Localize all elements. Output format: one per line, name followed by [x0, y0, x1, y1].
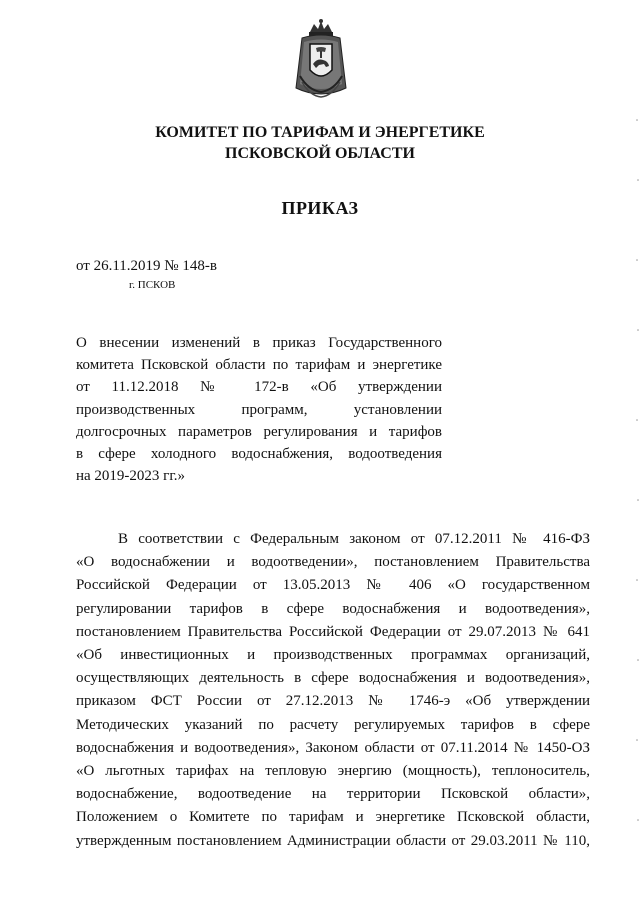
org-line-2: ПСКОВСКОЙ ОБЛАСТИ — [225, 145, 415, 162]
subject-line: на 2019-2023 гг.» — [76, 468, 186, 485]
org-line-1: КОМИТЕТ ПО ТАРИФАМ И ЭНЕРГЕТИКЕ — [155, 124, 485, 141]
body-line: постановлением Правительства Российской Федерации от 29.07.2013 № 641 — [76, 623, 590, 640]
document-body — [76, 528, 590, 853]
document-city: г. ПСКОВ — [129, 279, 176, 291]
body-line: «О льготных тарифах на тепловую энергию (мощность), теплоноситель, — [76, 763, 590, 780]
body-line: водоснабжение, водоотведение на территории Псковской области», — [76, 786, 590, 803]
document-date-number: от 26.11.2019 № 148-в — [76, 258, 217, 274]
body-line: утвержденным постановлением Администрации области от 29.03.2011 № 110, — [76, 832, 590, 849]
document-type: ПРИКАЗ — [281, 198, 359, 218]
body-line: регулировании тарифов в сфере водоснабжения и водоотведения», — [76, 600, 590, 617]
body-line: «Об инвестиционных и производственных программах организаций, — [76, 647, 590, 664]
body-line: приказом ФСТ России от 27.12.2013 № 1746-э «Об утверждении — [76, 693, 590, 710]
scan-edge-marks — [632, 0, 640, 905]
subject-line: комитета Псковской области по тарифам и энергетике — [76, 357, 442, 374]
body-line: Положением о Комитете по тарифам и энергетике Псковской области, — [76, 809, 590, 826]
subject-line: в сфере холодного водоснабжения, водоотведения — [76, 446, 442, 463]
organization-name — [150, 122, 490, 164]
document-subject — [76, 332, 442, 487]
subject-line: производственных программ, установлении — [76, 401, 442, 418]
body-line: Российской Федерации от 13.05.2013 № 406 «О государственном — [76, 577, 590, 594]
body-line: Методических указаний по расчету регулируемых тарифов в сфере — [76, 716, 590, 733]
body-line: «О водоснабжении и водоотведении», постановлением Правительства — [76, 554, 590, 571]
subject-line: от 11.12.2018 № 172-в «Об утверждении — [76, 379, 442, 396]
subject-line: О внесении изменений в приказ Государственного — [76, 335, 442, 351]
subject-line: долгосрочных параметров регулирования и тарифов — [76, 423, 442, 440]
coat-of-arms-icon — [290, 18, 352, 100]
body-line: водоснабжения и водоотведения», Законом области от 07.11.2014 № 1450-ОЗ — [76, 739, 590, 756]
body-line: осуществляющих деятельность в сфере водоснабжения и водоотведения», — [76, 670, 590, 687]
body-line: В соответствии с Федеральным законом от 07.12.2011 № 416-ФЗ — [118, 531, 590, 547]
